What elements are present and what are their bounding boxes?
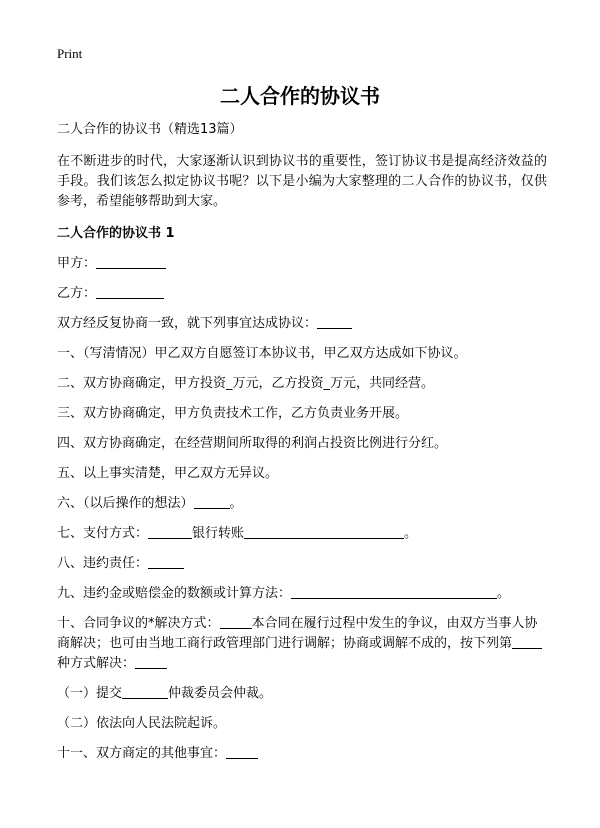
clause-8-blank bbox=[148, 554, 184, 569]
clause-10-blank-1 bbox=[220, 614, 252, 629]
clause-10-body: 本合同在履行过程中发生的争议，由双方当事人协商解决；也可由当地工商行政管理部门进行调解；协商或调解不成的，按下列第 bbox=[57, 616, 538, 651]
consensus-blank bbox=[317, 314, 352, 329]
print-link[interactable]: Print bbox=[57, 46, 83, 61]
option-1-end: 仲裁委员会仲裁。 bbox=[168, 686, 273, 701]
party-a-line bbox=[57, 254, 547, 274]
document-body bbox=[57, 120, 547, 774]
document-title: 二人合作的协议书 bbox=[220, 84, 380, 108]
party-a-blank bbox=[96, 254, 166, 269]
party-a-label: 甲方： bbox=[57, 256, 97, 271]
clause-7-end: 。 bbox=[404, 526, 418, 541]
document-subtitle: 二人合作的协议书（精选13篇） bbox=[57, 122, 243, 137]
section-title: 二人合作的协议书 1 bbox=[57, 226, 175, 241]
party-b-label: 乙方： bbox=[57, 286, 97, 301]
clause-6 bbox=[57, 494, 547, 514]
clause-7-blank-1 bbox=[148, 524, 192, 539]
clause-9-end: 。 bbox=[497, 586, 511, 601]
party-b-line bbox=[57, 284, 547, 304]
clause-8 bbox=[57, 554, 547, 574]
clause-6-text: 六、（以后操作的想法） bbox=[57, 496, 194, 511]
clause-9 bbox=[57, 584, 547, 604]
consensus-line bbox=[57, 314, 547, 334]
clause-10 bbox=[57, 614, 547, 674]
clause-10-blank-2 bbox=[512, 634, 542, 649]
option-1-blank bbox=[122, 684, 168, 699]
clause-9-text: 九、违约金或赔偿金的数额或计算方法： bbox=[57, 586, 292, 601]
clause-6-blank bbox=[194, 494, 230, 509]
clause-11-text: 十一、双方商定的其他事宜： bbox=[57, 746, 227, 761]
clause-9-blank bbox=[291, 584, 497, 599]
clause-7-blank-2 bbox=[244, 524, 404, 539]
clause-10-option-1 bbox=[57, 684, 547, 704]
clause-11 bbox=[57, 744, 547, 764]
clause-3: 三、双方协商确定，甲方负责技术工作，乙方负责业务开展。 bbox=[57, 406, 409, 421]
clause-10-blank-3 bbox=[135, 654, 167, 669]
clause-8-text: 八、违约责任： bbox=[57, 556, 149, 571]
clause-11-blank bbox=[226, 744, 258, 759]
clause-2: 二、双方协商确定，甲方投资_万元，乙方投资_万元，共同经营。 bbox=[57, 376, 435, 391]
clause-7-method: 银行转账 bbox=[192, 526, 245, 541]
option-1-text: （一）提交 bbox=[57, 686, 123, 701]
clause-5: 五、以上事实清楚，甲乙双方无异议。 bbox=[57, 466, 279, 481]
consensus-text: 双方经反复协商一致，就下列事宜达成协议： bbox=[57, 316, 318, 331]
clause-10-option-2: （二）依法向人民法院起诉。 bbox=[57, 716, 227, 731]
clause-7 bbox=[57, 524, 547, 544]
clause-7-text: 七、支付方式： bbox=[57, 526, 149, 541]
clause-4: 四、双方协商确定，在经营期间所取得的利润占投资比例进行分红。 bbox=[57, 436, 448, 451]
clause-10-label: 十、合同争议的*解决方式： bbox=[57, 616, 220, 631]
clause-6-end: 。 bbox=[229, 496, 243, 511]
intro-paragraph: 在不断进步的时代，大家逐渐认识到协议书的重要性，签订协议书是提高经济效益的手段。我们该怎么拟定协议书呢？以下是小编为大家整理的二人合作的协议书，仅供参考，希望能够帮助到大家。 bbox=[57, 154, 547, 209]
clause-1: 一、（写清情况）甲乙双方自愿签订本协议书，甲乙双方达成如下协议。 bbox=[57, 346, 467, 361]
clause-10-tail: 种方式解决： bbox=[57, 656, 136, 671]
party-b-blank bbox=[96, 284, 164, 299]
